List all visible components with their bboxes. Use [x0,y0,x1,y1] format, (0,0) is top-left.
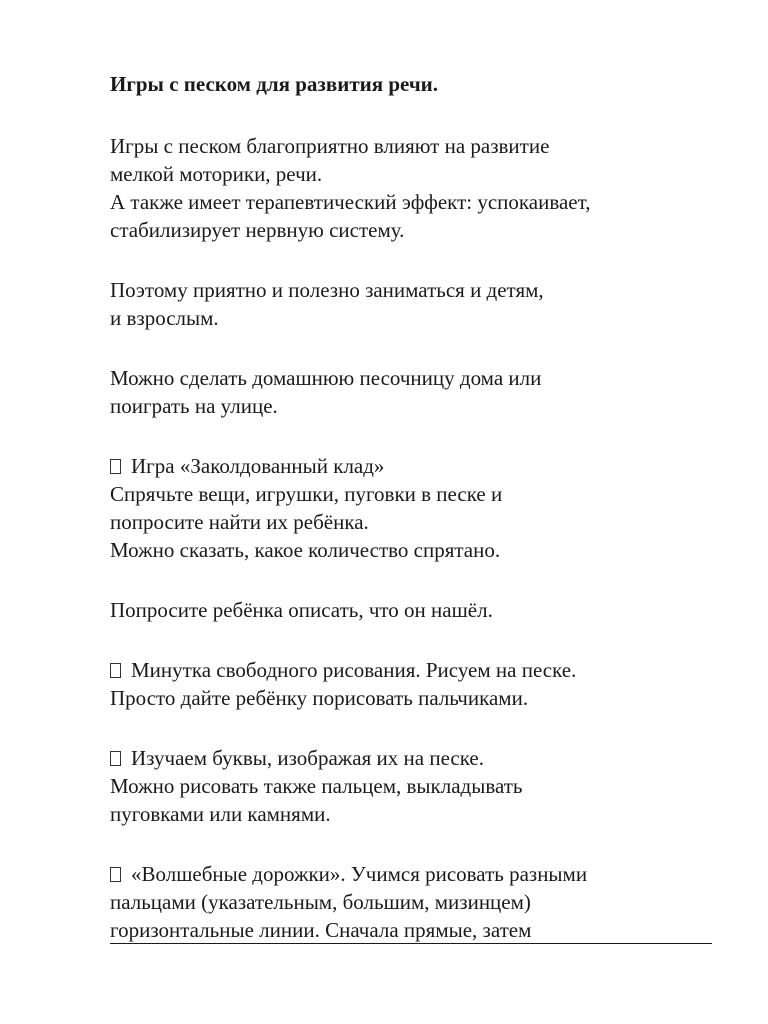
game-magic-paths [110,860,730,944]
paragraph-sandbox [110,364,730,420]
game-heading-line [110,744,730,772]
paragraph-line: стабилизирует нервную систему. [110,218,405,242]
paragraph-benefit [110,276,730,332]
paragraph-describe [110,596,730,624]
game-heading: «Волшебные дорожки». Учимся рисовать разными [131,862,588,886]
document-title: Игры с песком для развития речи. [110,72,439,96]
paragraph-line: Попросите ребёнка описать, что он нашёл. [110,598,493,622]
paragraph-line: мелкой моторики, речи. [110,162,323,186]
paragraph-line: горизонтальные линии. Сначала прямые, затем [110,918,532,942]
paragraph-line: Можно рисовать также пальцем, выкладывать [110,774,523,798]
paragraph-intro [110,132,730,244]
paragraph-line: Можно сказать, какое количество спрятано. [110,538,501,562]
bullet-icon [110,751,121,766]
paragraph-line: Можно сделать домашнюю песочницу дома или [110,366,542,390]
bullet-icon [110,867,121,882]
paragraph-line: Поэтому приятно и полезно заниматься и детям, [110,278,544,302]
bullet-icon [110,663,121,678]
game-heading: Игра «Заколдованный клад» [131,454,385,478]
paragraph-line: Игры с песком благоприятно влияют на развитие [110,134,550,158]
game-heading-line [110,656,730,684]
paragraph-line: и взрослым. [110,306,219,330]
game-heading-line [110,452,730,480]
game-heading: Изучаем буквы, изображая их на песке. [131,746,484,770]
game-heading-line [110,860,730,888]
paragraph-line: Спрячьте вещи, игрушки, пуговки в песке и [110,482,503,506]
paragraph-line: пальцами (указательным, большим, мизинцем) [110,890,531,914]
paragraph-line: Просто дайте ребёнку порисовать пальчиками. [110,686,529,710]
document-page [110,70,730,944]
paragraph-line: пуговками или камнями. [110,802,331,826]
game-letters [110,744,730,828]
page-bottom-rule [110,943,712,944]
paragraph-line: поиграть на улице. [110,394,278,418]
game-treasure [110,452,730,564]
paragraph-line: попросите найти их ребёнка. [110,510,369,534]
paragraph-line: А также имеет терапевтический эффект: успокаивает, [110,190,591,214]
game-free-drawing [110,656,730,712]
bullet-icon [110,459,121,474]
game-heading: Минутка свободного рисования. Рисуем на песке. [131,658,577,682]
